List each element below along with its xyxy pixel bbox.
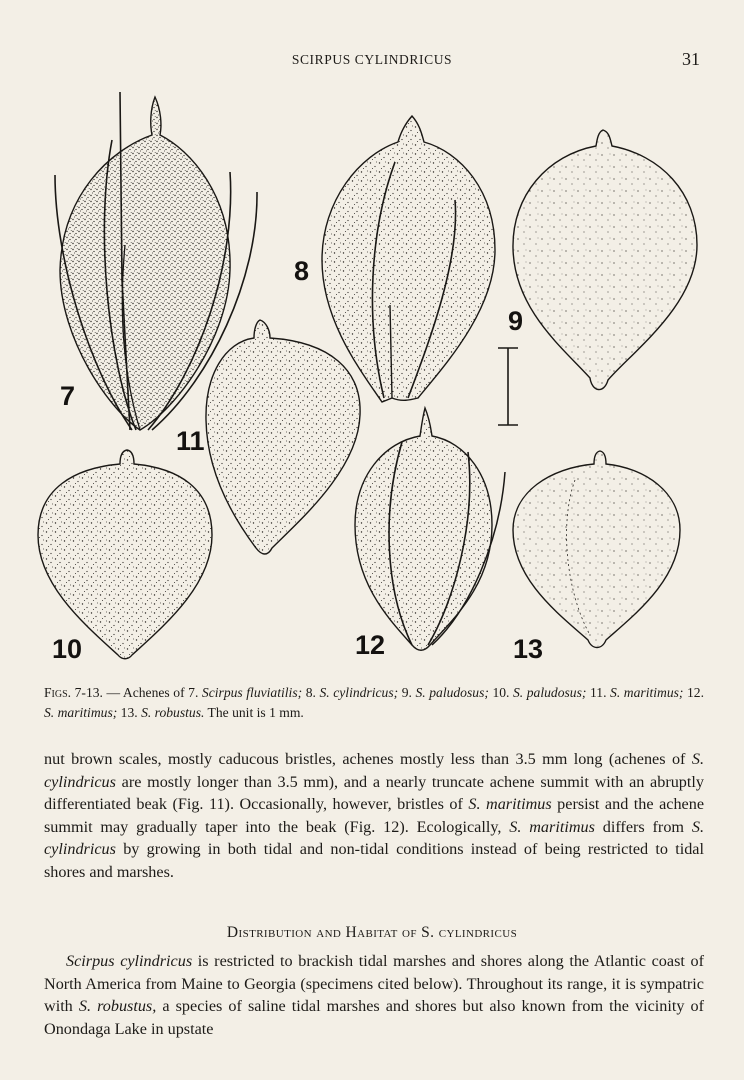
text-run: is restricted to brackish tidal marshes and shores along the Atlantic coast of North America from Maine to Georgia (specimens cited below). Throughout its range, it is sympatric with	[44, 952, 704, 1015]
fig-label-11: 11	[176, 426, 205, 456]
fig-label-7: 7	[60, 381, 76, 411]
caption-num: 13.	[117, 705, 142, 720]
achene-10	[38, 450, 212, 659]
page-number: 31	[682, 49, 700, 69]
achene-11	[206, 320, 360, 554]
caption-num: 12.	[683, 685, 705, 700]
achene-9	[513, 130, 697, 390]
caption-taxon: Scirpus fluviatilis;	[201, 685, 303, 700]
fig-label-10: 10	[52, 634, 83, 664]
achene-8	[322, 116, 495, 402]
caption-num: 10.	[488, 685, 513, 700]
taxon-name: S. cylindricus	[44, 817, 704, 858]
achene-12	[355, 408, 505, 650]
caption-taxon: S. robustus.	[141, 705, 205, 720]
taxon-name: S. maritimus	[509, 817, 595, 836]
taxon-name: S. robustus,	[78, 997, 157, 1015]
running-title: SCIRPUS CYLINDRICUS	[291, 52, 453, 67]
text-run: by growing in both tidal and non-tidal conditions instead of being restricted to tidal shores and marshes.	[44, 840, 704, 881]
paragraph-1	[44, 748, 704, 883]
caption-taxon: S. maritimus;	[44, 705, 118, 720]
taxon-name: Scirpus cylindricus	[66, 952, 193, 970]
caption-taxon: S. paludosus;	[513, 685, 587, 700]
taxon-name: S. maritimus	[468, 795, 552, 813]
fig-label-8: 8	[294, 256, 310, 286]
caption-taxon: S. paludosus;	[415, 685, 489, 700]
fig-label-13: 13	[513, 634, 544, 664]
caption-tail: The unit is 1 mm.	[204, 705, 304, 720]
caption-num: 11.	[586, 685, 611, 700]
text-run: a species of saline tidal marshes and shores but also known from the vicinity of Onondaga Lake in upstate	[44, 997, 705, 1038]
caption-taxon: S. cylindricus;	[319, 685, 399, 700]
figure-caption	[44, 683, 704, 723]
caption-num: 9.	[398, 685, 416, 700]
text-run: nut brown scales, mostly caducous bristles, achenes mostly less than 3.5 mm long (achenes of	[44, 750, 692, 768]
caption-num: 8.	[302, 685, 320, 700]
caption-dash: — Achenes of	[102, 685, 189, 700]
caption-taxon: S. maritimus;	[610, 685, 684, 700]
caption-lead: Figs. 7-13.	[44, 685, 103, 700]
taxon-name: S. cylindricus	[44, 750, 704, 791]
fig-label-12: 12	[355, 630, 386, 660]
fig-label-9: 9	[508, 306, 524, 336]
scale-bar	[498, 348, 518, 425]
text-run: persist and the achene summit may gradually taper into the beak (Fig. 12). Ecologically,	[44, 795, 705, 836]
achene-13	[513, 451, 680, 648]
caption-num: 7.	[188, 685, 202, 700]
section-heading: Distribution and Habitat of S. cylindricus	[226, 924, 518, 941]
achene-figure-plate	[0, 80, 744, 680]
text-run: are mostly longer than 3.5 mm), and a nearly truncate achene summit with an abruptly differentiated beak (Fig. 11). Occasionally, however, bristles of	[44, 772, 704, 813]
text-run: differs from	[594, 817, 692, 836]
paragraph-2	[44, 950, 704, 1040]
